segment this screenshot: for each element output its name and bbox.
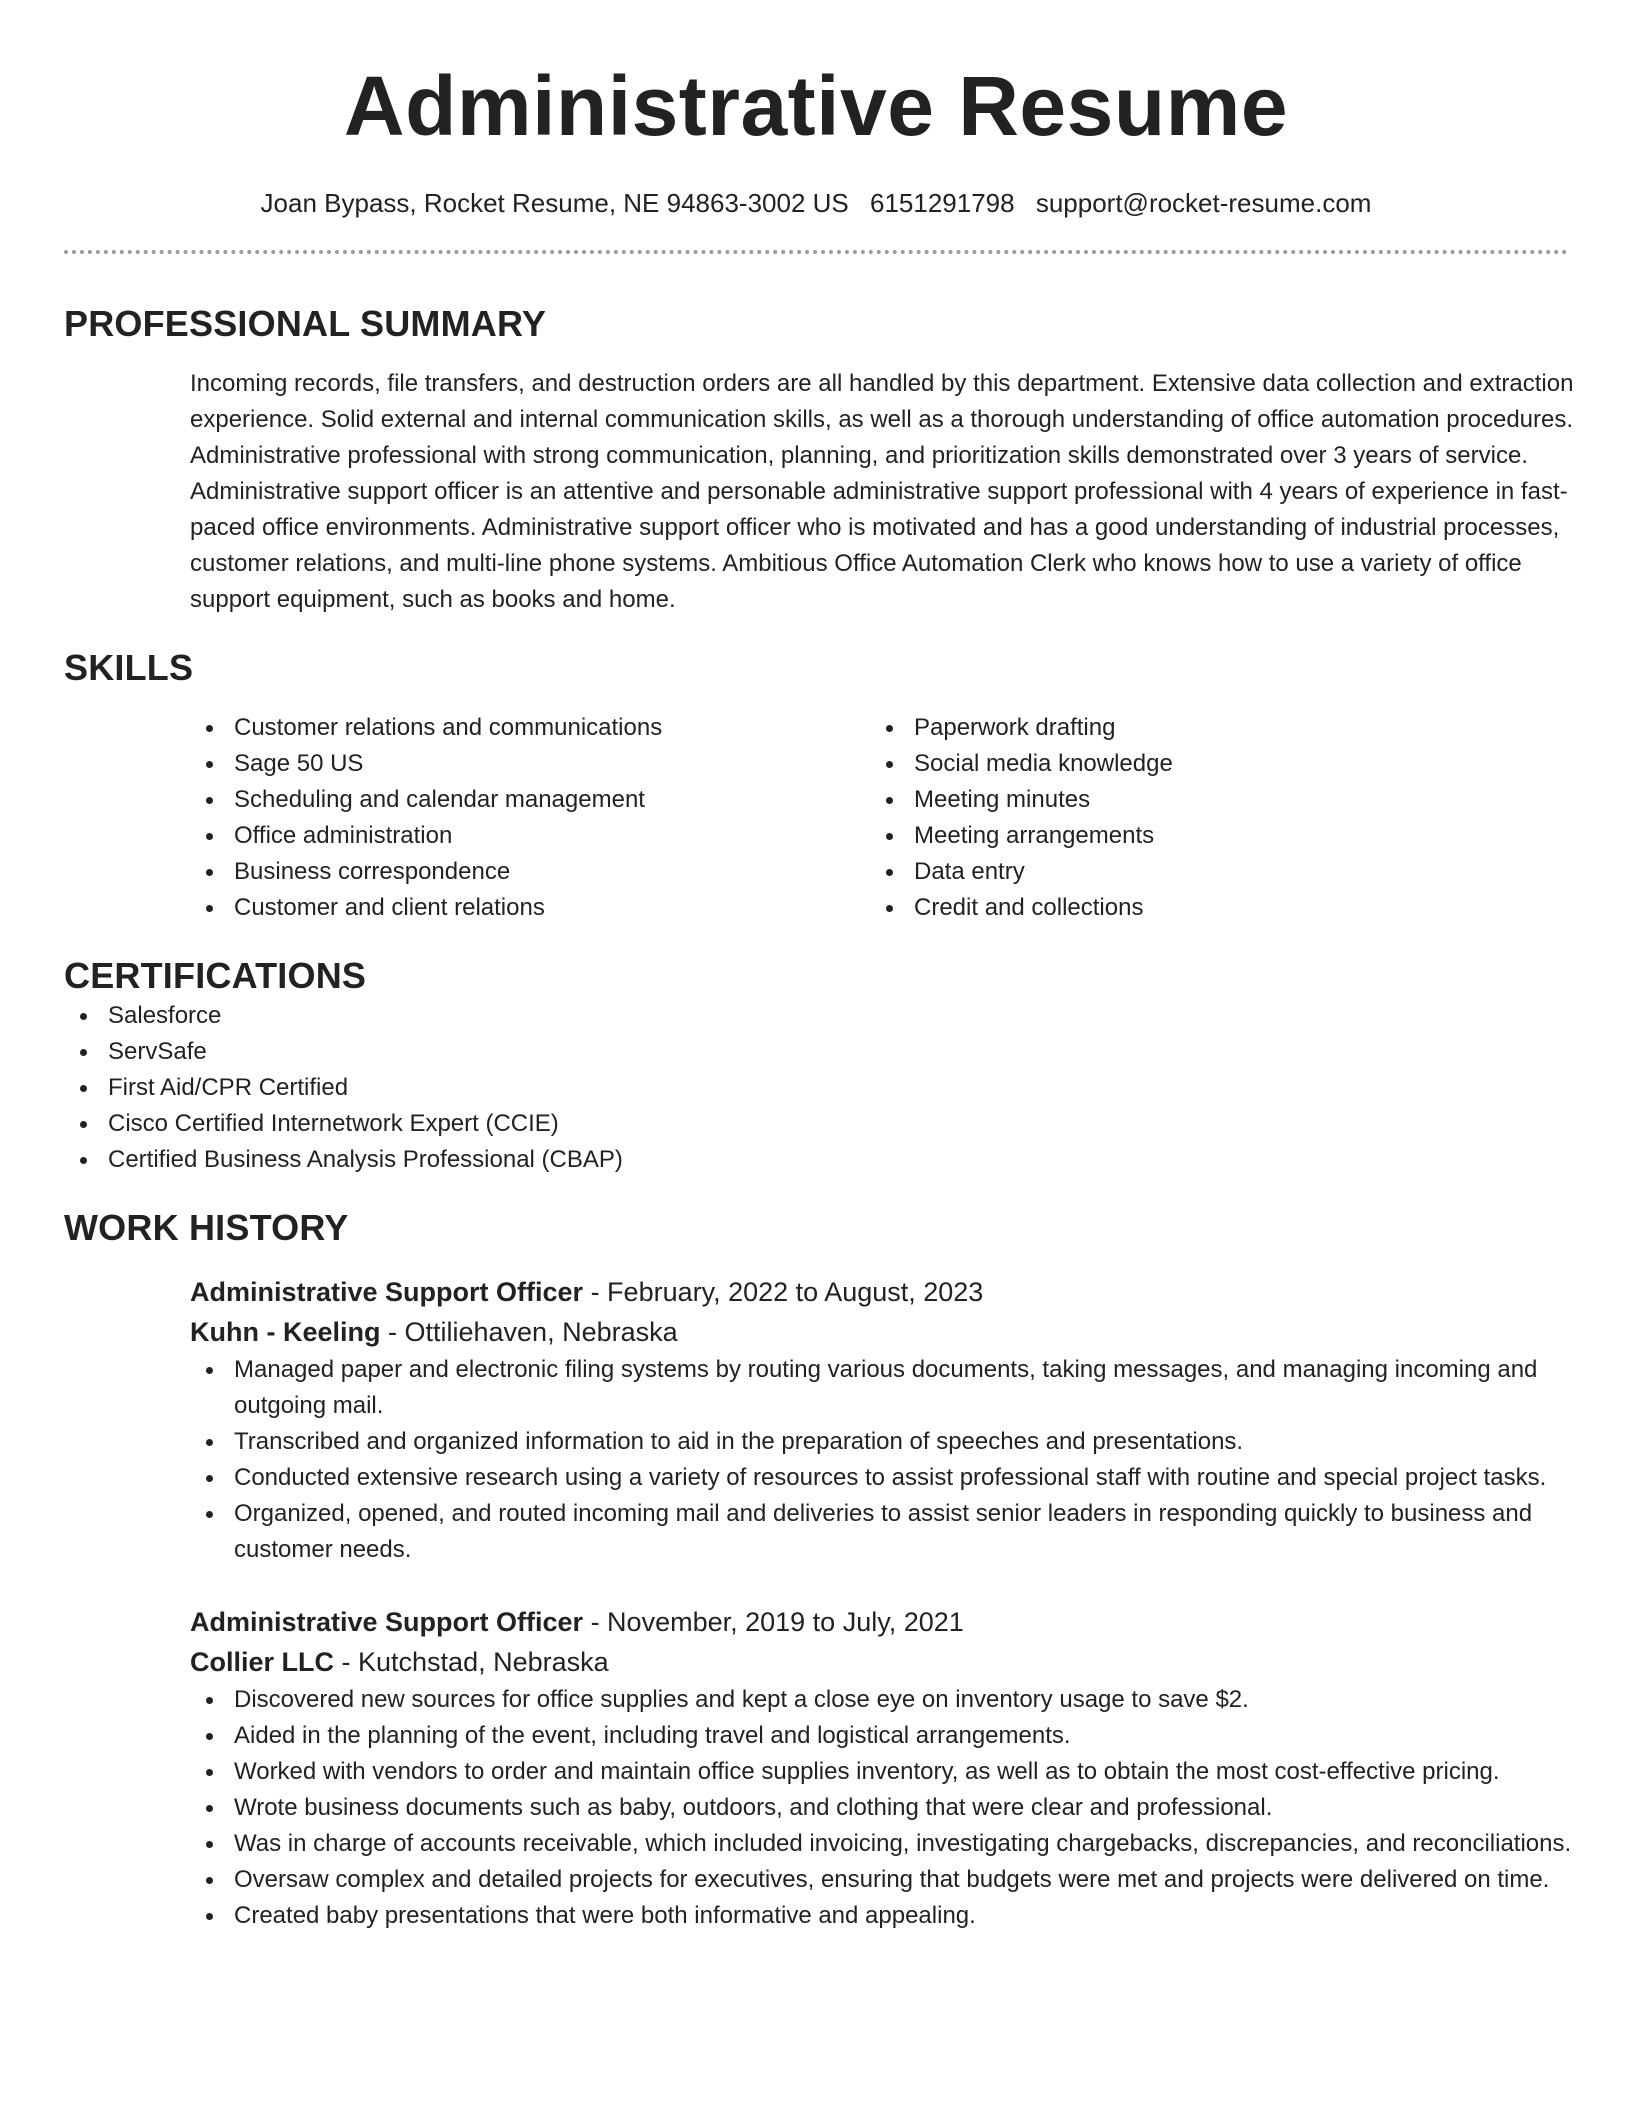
skill-item: Sage 50 US: [190, 746, 870, 782]
skill-item: Credit and collections: [870, 890, 1550, 926]
certification-item: Cisco Certified Internetwork Expert (CCIE): [64, 1106, 1568, 1142]
job-dates: - February, 2022 to August, 2023: [583, 1277, 984, 1307]
header-divider: [64, 250, 1568, 254]
certifications-heading: CERTIFICATIONS: [64, 955, 367, 996]
skill-item: Customer relations and communications: [190, 710, 870, 746]
job-company-line: [190, 1312, 1568, 1352]
job-bullet: Aided in the planning of the event, including travel and logistical arrangements.: [190, 1718, 1632, 1754]
summary-text: Incoming records, file transfers, and destruction orders are all handled by this department. Extensive data collection and extraction experience. Solid external and internal communication skills, as well as a thorough understanding of office automation procedures. Administrative professional with strong communication, planning, and prioritization skills demonstrated over 3 years of service. Administrative support officer is an attentive and personable administrative support professional with 4 years of experience in fast-paced office environments. Administrative support officer who is motivated and has a good understanding of industrial processes, customer relations, and multi-line phone systems. Ambitious Office Automation Clerk who knows how to use a variety of office support equipment, such as books and home.: [190, 370, 1574, 613]
job-title-line: [190, 1272, 1568, 1312]
resume-title: Administrative Resume: [343, 59, 1289, 153]
skill-item: Data entry: [870, 854, 1550, 890]
certification-item: First Aid/CPR Certified: [64, 1070, 1568, 1106]
job-bullet: Discovered new sources for office supplies and kept a close eye on inventory usage to save $2.: [190, 1682, 1632, 1718]
job-title: Administrative Support Officer: [190, 1607, 584, 1637]
job-title: Administrative Support Officer: [190, 1277, 584, 1307]
job-company-line: [190, 1642, 1568, 1682]
job-bullets: [190, 1682, 1632, 1934]
job-title-line: [190, 1602, 1568, 1642]
job-company: Kuhn - Keeling: [190, 1317, 381, 1347]
contact-email: support@rocket-resume.com: [1035, 188, 1372, 218]
summary-heading: PROFESSIONAL SUMMARY: [64, 303, 547, 344]
contact-address: Joan Bypass, Rocket Resume, NE 94863-3002 US: [260, 188, 849, 218]
job-location: - Ottiliehaven, Nebraska: [380, 1317, 678, 1347]
job-bullet: Oversaw complex and detailed projects for executives, ensuring that budgets were met and projects were delivered on time.: [190, 1862, 1632, 1898]
skill-item: Social media knowledge: [870, 746, 1550, 782]
job-bullet: Wrote business documents such as baby, outdoors, and clothing that were clear and professional.: [190, 1790, 1632, 1826]
contact-line: [64, 186, 1568, 220]
skills-list-right: [870, 710, 1550, 926]
skill-item: Meeting arrangements: [870, 818, 1550, 854]
certification-item: Salesforce: [64, 998, 1568, 1034]
job-bullet: Transcribed and organized information to aid in the preparation of speeches and presentations.: [190, 1424, 1632, 1460]
contact-phone: 6151291798: [869, 188, 1015, 218]
job-bullet: Worked with vendors to order and maintain office supplies inventory, as well as to obtain the most cost-effective pricing.: [190, 1754, 1632, 1790]
skill-item: Business correspondence: [190, 854, 870, 890]
job-bullet: Conducted extensive research using a variety of resources to assist professional staff with routine and special project tasks.: [190, 1460, 1632, 1496]
job-location: - Kutchstad, Nebraska: [334, 1647, 609, 1677]
job-bullets: [190, 1352, 1632, 1568]
skills-heading: SKILLS: [64, 647, 194, 688]
job-company: Collier LLC: [190, 1647, 335, 1677]
job-dates: - November, 2019 to July, 2021: [583, 1607, 964, 1637]
job-bullet: Created baby presentations that were both informative and appealing.: [190, 1898, 1632, 1934]
job-bullet: Organized, opened, and routed incoming mail and deliveries to assist senior leaders in responding quickly to business and customer needs.: [190, 1496, 1632, 1568]
job-entry: [190, 1272, 1568, 1568]
job-bullet: Managed paper and electronic filing systems by routing various documents, taking messages, and managing incoming and outgoing mail.: [190, 1352, 1632, 1424]
skills-list-left: [190, 710, 870, 926]
skill-item: Customer and client relations: [190, 890, 870, 926]
skill-item: Meeting minutes: [870, 782, 1550, 818]
work-history-heading: WORK HISTORY: [64, 1207, 349, 1248]
skill-item: Paperwork drafting: [870, 710, 1550, 746]
certification-item: ServSafe: [64, 1034, 1568, 1070]
skill-item: Office administration: [190, 818, 870, 854]
certification-item: Certified Business Analysis Professional (CBAP): [64, 1142, 1568, 1178]
job-entry: [190, 1602, 1572, 1934]
certifications-list: [64, 998, 1568, 1178]
skills-columns: [190, 710, 1568, 926]
job-bullet: Was in charge of accounts receivable, which included invoicing, investigating chargebacks, discrepancies, and reconciliations.: [190, 1826, 1632, 1862]
skill-item: Scheduling and calendar management: [190, 782, 870, 818]
